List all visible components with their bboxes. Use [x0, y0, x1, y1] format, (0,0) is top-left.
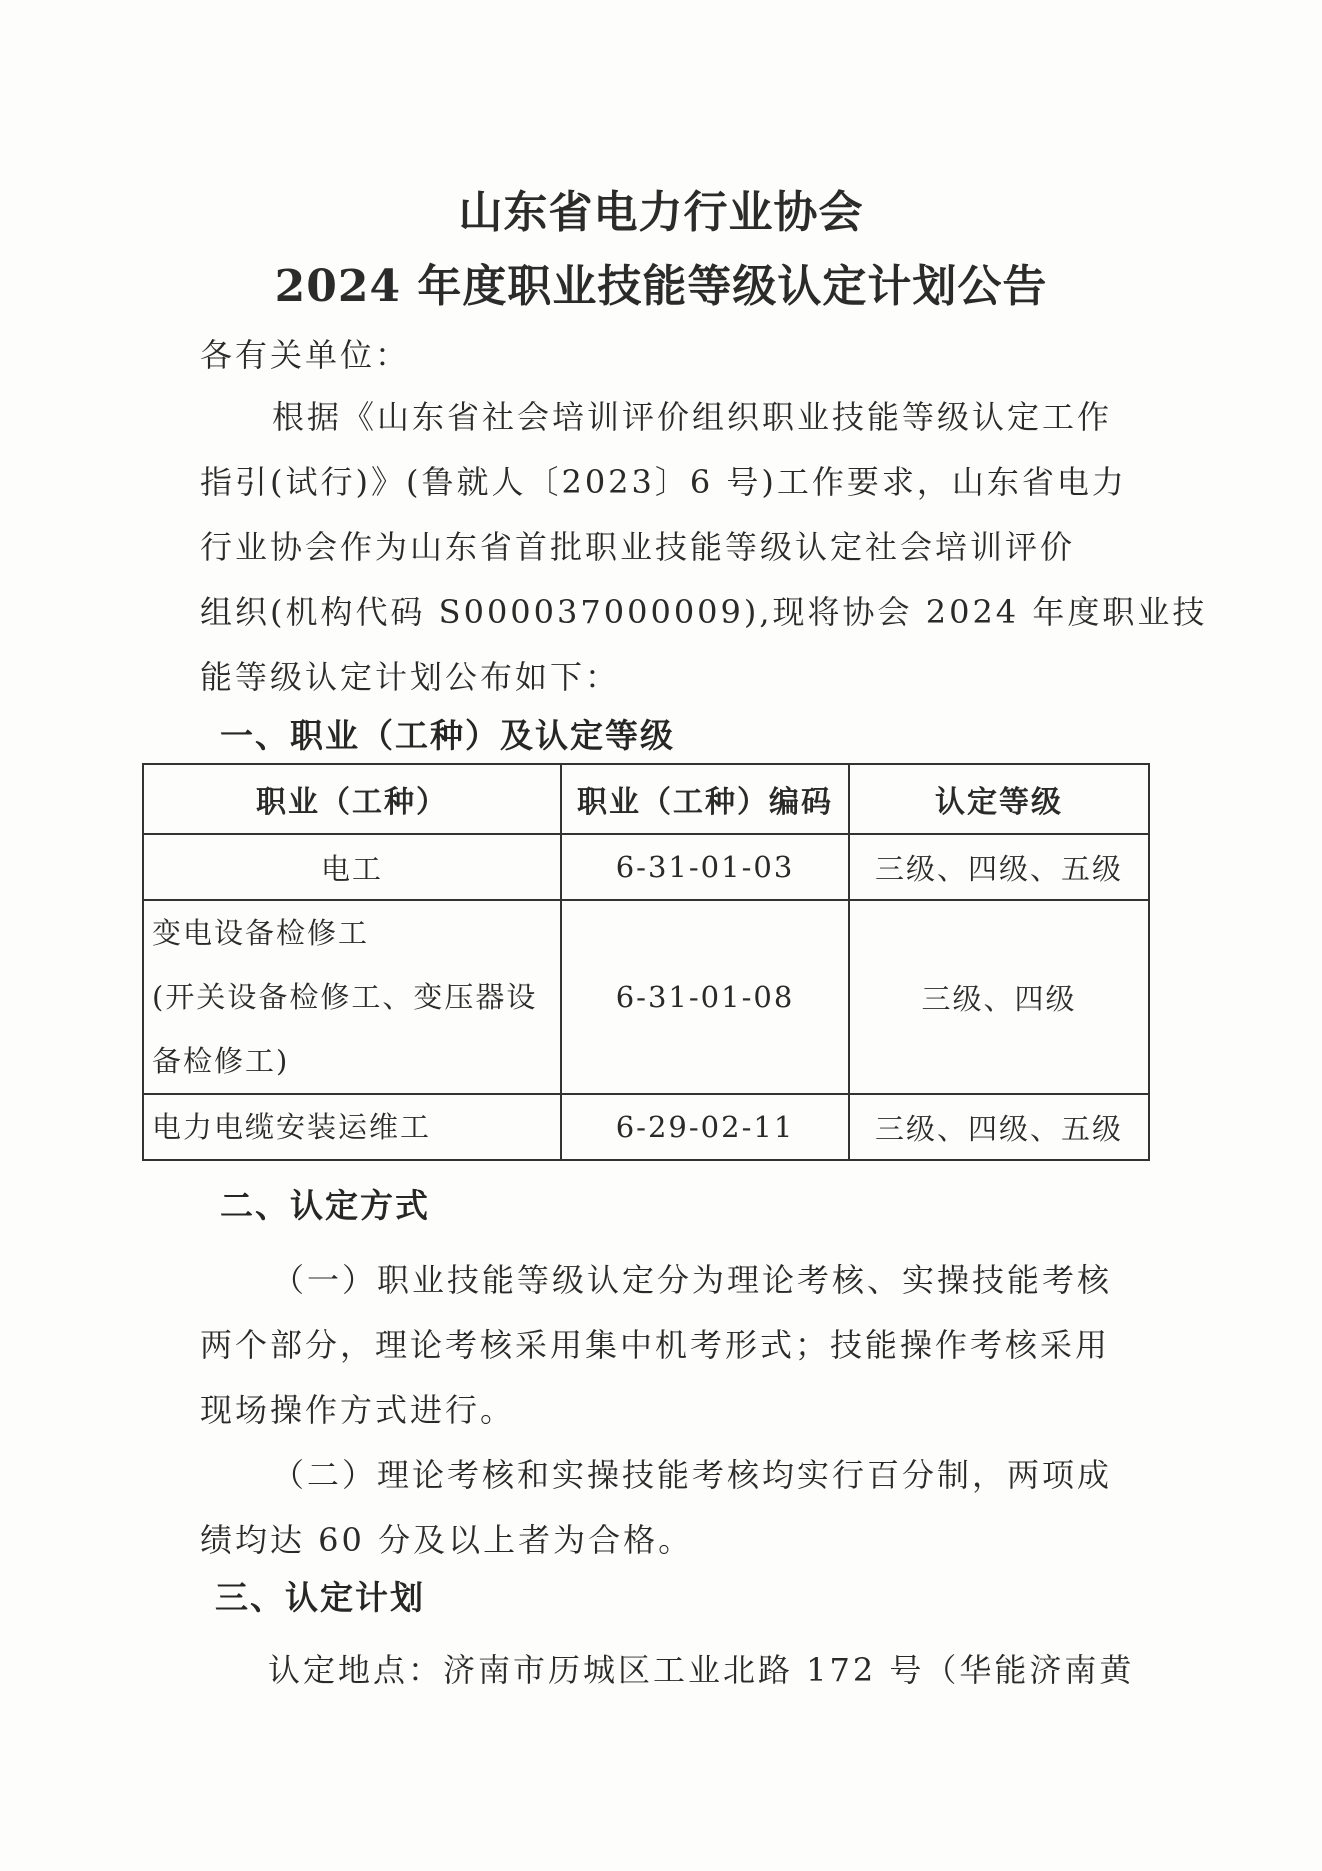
- occupation-code: 6-31-01-08: [561, 900, 849, 1094]
- section3-heading: 三、认定计划: [215, 1578, 425, 1617]
- intro-line-2: 指引(试行)》(鲁就人〔2023〕6 号)工作要求，山东省电力: [200, 463, 1127, 501]
- section2-line-5: 绩均达 60 分及以上者为合格。: [200, 1521, 694, 1559]
- occupation-code: 6-31-01-03: [561, 834, 849, 900]
- document-title-line1: 山东省电力行业协会: [458, 187, 864, 238]
- table-row: [143, 900, 1149, 1094]
- occupation-name: 电工: [143, 834, 561, 900]
- document-title-line2: 2024 年度职业技能等级认定计划公告: [274, 261, 1048, 312]
- occupation-name: 电力电缆安装运维工: [143, 1094, 561, 1160]
- section3-line-1: 认定地点：济南市历城区工业北路 172 号（华能济南黄: [268, 1651, 1135, 1689]
- section2-line-3: 现场操作方式进行。: [200, 1391, 516, 1429]
- occupation-table: [142, 763, 1150, 1161]
- salutation: 各有关单位：: [200, 336, 411, 374]
- section1-heading: 一、职业（工种）及认定等级: [220, 716, 675, 755]
- intro-line-5: 能等级认定计划公布如下：: [200, 658, 621, 696]
- section2-line-4: （二）理论考核和实操技能考核均实行百分制，两项成: [272, 1456, 1113, 1494]
- table-header-code: 职业（工种）编码: [561, 764, 849, 834]
- table-row: [143, 1094, 1149, 1160]
- section2-heading: 二、认定方式: [220, 1186, 430, 1225]
- occupation-levels: 三级、四级、五级: [849, 1094, 1149, 1160]
- intro-line-3: 行业协会作为山东省首批职业技能等级认定社会培训评价: [200, 528, 1076, 566]
- occupation-name: [143, 900, 561, 1094]
- intro-line-4: 组织(机构代码 S000037000009),现将协会 2024 年度职业技: [200, 593, 1208, 631]
- occupation-name-line: (开关设备检修工、变压器设: [152, 980, 538, 1014]
- occupation-code: 6-29-02-11: [561, 1094, 849, 1160]
- table-header-occupation: 职业（工种）: [143, 764, 561, 834]
- table-row: [143, 834, 1149, 900]
- section2-line-2: 两个部分，理论考核采用集中机考形式；技能操作考核采用: [200, 1326, 1111, 1364]
- occupation-levels: 三级、四级、五级: [849, 834, 1149, 900]
- table-header-level: 认定等级: [849, 764, 1149, 834]
- occupation-levels: 三级、四级: [849, 900, 1149, 1094]
- section2-line-1: （一）职业技能等级认定分为理论考核、实操技能考核: [272, 1261, 1113, 1299]
- occupation-name-line: 变电设备检修工: [152, 916, 370, 950]
- intro-line-1: 根据《山东省社会培训评价组织职业技能等级认定工作: [272, 398, 1113, 436]
- occupation-name-line: 备检修工): [152, 1044, 290, 1078]
